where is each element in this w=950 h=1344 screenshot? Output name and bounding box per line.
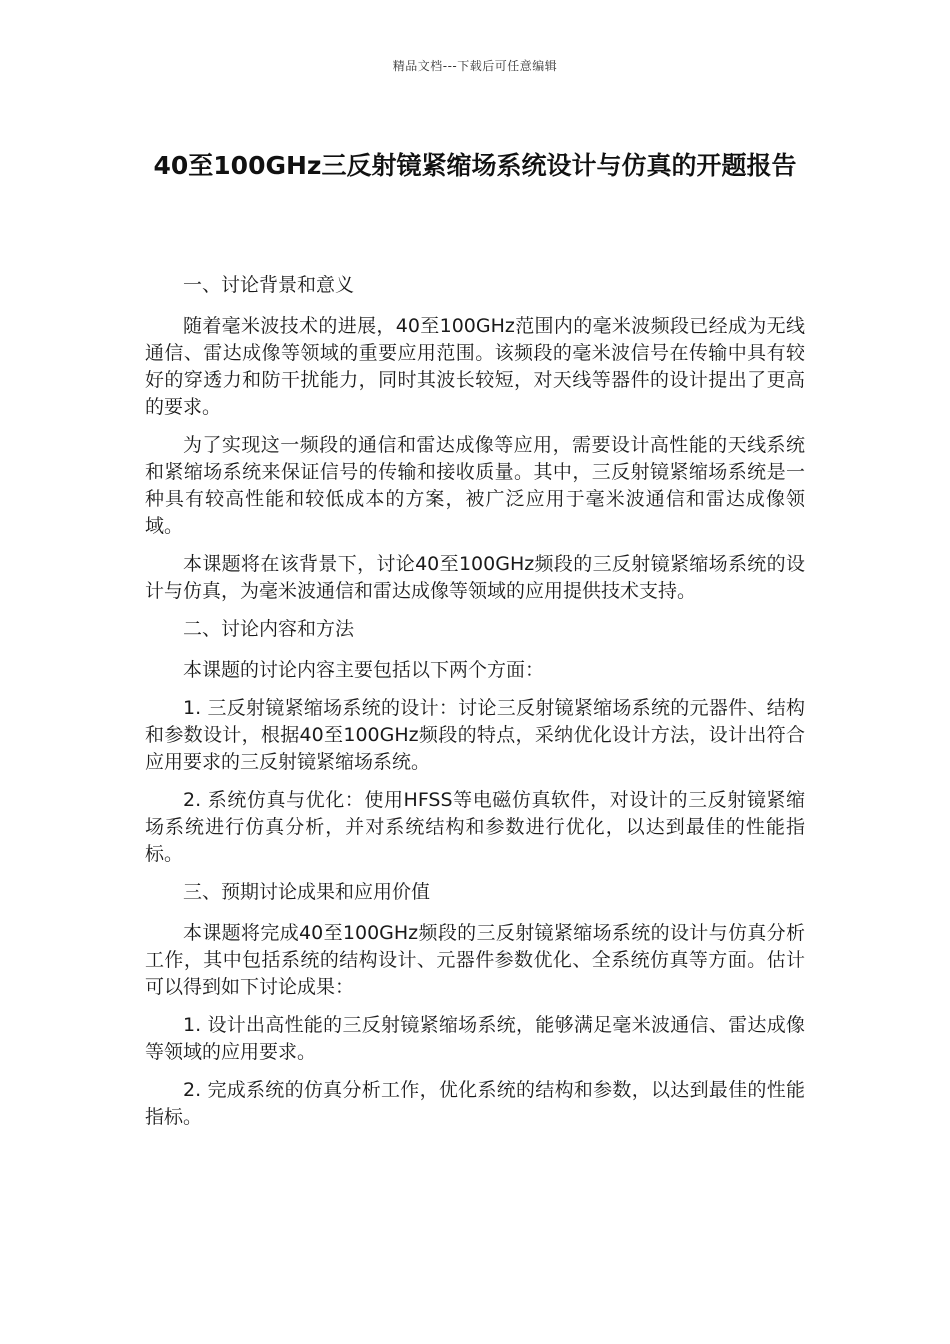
list-item: 1. 三反射镜紧缩场系统的设计：讨论三反射镜紧缩场系统的元器件、结构和参数设计，根据40至100GHz频段的特点，采纳优化设计方法，设计出符合应用要求的三反射镜紧缩场系统。 — [145, 697, 805, 773]
header-note: 精品文档---下载后可任意编辑 — [392, 59, 558, 73]
list-item: 2. 系统仿真与优化：使用HFSS等电磁仿真软件，对设计的三反射镜紧缩场系统进行仿真分析，并对系统结构和参数进行优化，以达到最佳的性能指标。 — [145, 789, 805, 865]
section-heading-expected-results: 三、预期讨论成果和应用价值 — [183, 881, 431, 903]
section-heading-content-methods: 二、讨论内容和方法 — [183, 618, 355, 640]
paragraph: 为了实现这一频段的通信和雷达成像等应用，需要设计高性能的天线系统和紧缩场系统来保证信号的传输和接收质量。其中，三反射镜紧缩场系统是一种具有较高性能和较低成本的方案，被广泛应用于毫米波通信和雷达成像领域。 — [145, 434, 805, 537]
document-body — [145, 272, 805, 1142]
list-item: 1. 设计出高性能的三反射镜紧缩场系统，能够满足毫米波通信、雷达成像等领域的应用要求。 — [145, 1014, 805, 1063]
paragraph: 本课题将在该背景下，讨论40至100GHz频段的三反射镜紧缩场系统的设计与仿真，为毫米波通信和雷达成像等领域的应用提供技术支持。 — [145, 553, 805, 602]
paragraph: 本课题将完成40至100GHz频段的三反射镜紧缩场系统的设计与仿真分析工作，其中包括系统的结构设计、元器件参数优化、全系统仿真等方面。估计可以得到如下讨论成果： — [145, 922, 805, 998]
paragraph: 随着毫米波技术的进展，40至100GHz范围内的毫米波频段已经成为无线通信、雷达成像等领域的重要应用范围。该频段的毫米波信号在传输中具有较好的穿透力和防干扰能力，同时其波长较短，对天线等器件的设计提出了更高的要求。 — [145, 315, 805, 418]
section-heading-background: 一、讨论背景和意义 — [183, 274, 355, 296]
document-title: 40至100GHz三反射镜紧缩场系统设计与仿真的开题报告 — [153, 151, 797, 180]
paragraph: 本课题的讨论内容主要包括以下两个方面： — [183, 659, 545, 681]
list-item: 2. 完成系统的仿真分析工作，优化系统的结构和参数，以达到最佳的性能指标。 — [145, 1079, 805, 1128]
